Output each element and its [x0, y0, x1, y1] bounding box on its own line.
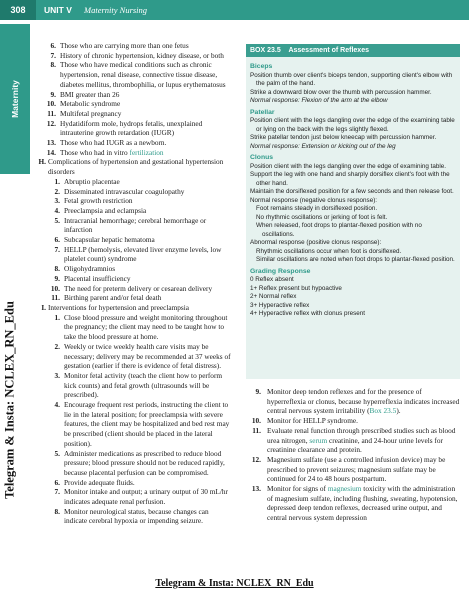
box-section-heading: Clonus	[250, 154, 274, 161]
item-number: 2.	[54, 341, 60, 351]
item-text	[60, 60, 232, 89]
item-text	[60, 119, 232, 138]
item-text-main: Encourage frequent rest periods, instructing the client to lie in the lateral position; for preeclampsia with severe features, the client may be hospitalized and bed rest may be prescribed (client should be placed in the lateral position).	[64, 400, 230, 448]
box-line: Normal response (negative clonus response):	[250, 196, 378, 204]
item-text	[48, 303, 232, 313]
item-text	[64, 400, 232, 449]
item-text	[60, 109, 232, 119]
item-text	[60, 148, 232, 158]
item-number: 1.	[54, 176, 60, 186]
item-text-main: Provide adequate fluids.	[64, 477, 135, 487]
list-item	[36, 60, 232, 89]
item-text-main: Disseminated intravascular coagulopathy	[64, 186, 185, 196]
box-body	[246, 57, 460, 319]
box-line: Strike patellar tendon just below kneecap with percussion hammer.	[250, 134, 437, 141]
item-text	[64, 449, 232, 478]
box-line: Strike a downward blow over the thumb with percussion hammer.	[250, 88, 432, 96]
list-item	[36, 41, 232, 51]
item-text-main: Metabolic syndrome	[60, 99, 121, 109]
unit-label: UNIT V	[44, 5, 72, 15]
item-text-main: Weekly or twice weekly health care visits may be necessary; delivery may be recommended at 37 weeks of gestation (earlier if there is evidence of fetal distress).	[64, 341, 231, 371]
highlighted-term: serum	[309, 435, 328, 445]
list-item	[36, 507, 232, 526]
item-text-main: Complications of hypertension and gestational hypertension disorders	[48, 157, 224, 177]
box-line: Maintain the dorsiflexed position for a few seconds and then release foot.	[250, 188, 454, 195]
list-item	[36, 478, 232, 488]
box-line: 1+ Reflex present but hypoactive	[250, 284, 342, 292]
item-text	[267, 387, 461, 416]
item-number: 5.	[54, 448, 60, 458]
list-item	[36, 235, 232, 245]
item-number: H.	[38, 157, 46, 167]
item-text-main: Interventions for hypertension and preeclampsia	[48, 302, 190, 312]
box-line: When released, foot drops to plantar-flexed position with no oscillations.	[256, 222, 422, 238]
box-line: Position client with the legs dangling over the edge of examining table.	[250, 162, 447, 170]
item-text-main: Those who had IUGR as a newborn.	[60, 138, 167, 148]
item-text	[60, 41, 232, 51]
list-item	[36, 187, 232, 197]
box-line: Support the leg with one hand and sharply dorsiflex client's foot with the other hand.	[250, 171, 450, 187]
reflex-assessment-box	[246, 44, 460, 379]
list-item	[36, 90, 232, 100]
item-text-tail: ).	[396, 406, 401, 416]
item-number: 8.	[54, 264, 60, 274]
box-line: Foot remains steady in dorsiflexed position.	[256, 205, 378, 212]
item-number: 10.	[50, 283, 60, 293]
list-item	[245, 416, 461, 426]
list-item	[36, 313, 232, 342]
item-number: 6.	[54, 235, 60, 245]
item-text	[64, 274, 232, 284]
item-number: 11.	[252, 425, 261, 435]
box-section-heading: Grading Response	[250, 267, 311, 275]
item-number: 9.	[50, 89, 56, 99]
item-number: 13.	[251, 484, 261, 494]
box-line: Normal response: Flexion of the arm at the elbow	[250, 97, 388, 104]
item-text-main: Magnesium sulfate (use a controlled infusion device) may be prescribed to prevent seizures; magnesium sulfate may be continued for 24 to 48 hours postpartum.	[267, 454, 446, 484]
box-line: No rhythmic oscillations or jerking of foot is felt.	[256, 213, 388, 221]
box-line: 2+ Normal reflex	[250, 293, 297, 300]
box-line: Normal response: Extension or kicking out of the leg	[250, 142, 396, 150]
item-number: 10.	[251, 416, 261, 426]
page-number: 308	[0, 0, 36, 20]
item-text	[60, 138, 232, 148]
item-text	[64, 507, 232, 526]
page-header	[0, 0, 469, 20]
box-line: 3+ Hyperactive reflex	[250, 301, 310, 309]
list-item	[36, 487, 232, 506]
list-item	[36, 400, 232, 449]
list-item	[36, 371, 232, 400]
item-text-main: Monitor for HELLP syndrome.	[267, 416, 358, 426]
item-text	[64, 487, 232, 506]
item-text	[64, 264, 232, 274]
item-number: I.	[41, 302, 46, 312]
item-number: 6.	[54, 477, 60, 487]
list-item	[36, 51, 232, 61]
box-section-heading: Patellar	[250, 108, 275, 116]
item-number: 7.	[54, 244, 60, 254]
item-text-main: Oligohydramnios	[64, 264, 116, 274]
item-number: 9.	[255, 387, 261, 396]
item-text-main: Fetal growth restriction	[64, 196, 133, 206]
list-item	[36, 119, 232, 138]
list-item	[36, 99, 232, 109]
list-item	[36, 157, 232, 176]
item-text-main: Multifetal pregnancy	[60, 108, 122, 118]
item-text	[64, 478, 232, 488]
item-text	[64, 177, 232, 187]
item-number: 8.	[54, 506, 60, 516]
list-item	[36, 293, 232, 303]
item-number: 7.	[50, 50, 56, 60]
item-text	[64, 371, 232, 400]
item-number: 10.	[46, 99, 56, 109]
item-text-main: Close blood pressure and weight monitoring throughout the pregnancy; the client may need to be taught how to take the blood pressure at home.	[64, 312, 228, 342]
item-text-main: Those who have medical conditions such as chronic hypertension, renal disease, connective tissue disease, diabetes mellitus, thrombophilia, or lupus erythematosus	[60, 60, 226, 89]
item-text	[64, 245, 232, 264]
item-text-main: Birthing parent and/or fetal death	[64, 293, 162, 303]
item-text-main: Placental insufficiency	[64, 273, 131, 283]
item-text	[60, 99, 232, 109]
item-text-main: Evaluate renal function through prescribed studies such as blood urea nitrogen,	[267, 425, 456, 445]
side-watermark: Telegram & Insta: NCLEX_RN_Edu	[2, 301, 17, 499]
item-text-main: Monitor fetal activity (teach the client how to perform kick counts) and fetal growth (ultrasounds will be prescribed).	[64, 370, 223, 400]
section-side-tab	[0, 24, 30, 174]
bottom-watermark: Telegram & Insta: NCLEX_RN_Edu	[155, 578, 314, 589]
item-text-main: Preeclampsia and eclampsia	[64, 205, 147, 215]
item-number: 12.	[46, 118, 56, 128]
item-number: 11.	[47, 108, 56, 118]
item-text	[64, 187, 232, 197]
box-line: Similar oscillations are noted when foot drops to plantar-flexed position.	[256, 256, 455, 263]
box-line: Position thumb over client's biceps tendon, supporting client's elbow with the palm of the hand.	[250, 71, 453, 87]
box-line: 4+ Hyperactive reflex with clonus present	[250, 310, 365, 317]
item-text-main: Those who are carrying more than one fetus	[60, 41, 189, 50]
item-text-tail: toxicity with the administration of magnesium sulfate, including flushing, sweating, hypotension, depressed deep tendon reflexes, decreased urine output, and central nervous system depression	[267, 484, 458, 523]
box-title: Assessment of Reflexes	[288, 47, 369, 54]
item-text	[267, 416, 461, 426]
box-line: Abnormal response (positive clonus response):	[250, 239, 382, 246]
item-text	[267, 455, 461, 484]
box-line: Rhythmic oscillations occur when foot is dorsiflexed.	[256, 247, 402, 255]
item-text	[60, 90, 232, 100]
item-number: 4.	[54, 205, 60, 215]
item-text	[64, 284, 232, 294]
item-text	[267, 426, 461, 455]
left-column	[36, 41, 232, 526]
item-number: 4.	[54, 400, 60, 410]
item-text-main: History of chronic hypertension, kidney disease, or both	[60, 50, 224, 60]
box-line: Position client with the legs dangling over the edge of the examining table or lying on the back with the legs slightly flexed.	[250, 117, 455, 133]
item-text-main: Monitor intake and output; a urinary output of 30 mL/hr indicates adequate renal perfusion.	[64, 487, 228, 507]
list-item	[36, 196, 232, 206]
list-item	[245, 455, 461, 484]
list-item	[36, 148, 232, 158]
item-number: 3.	[54, 196, 60, 206]
item-text-main: Abruptio placentae	[64, 176, 120, 186]
list-item	[36, 342, 232, 371]
item-text	[64, 216, 232, 235]
item-number: 8.	[50, 60, 56, 70]
item-text-main: Intracranial hemorrhage; cerebral hemorrhage or infarction	[64, 215, 207, 235]
right-column	[245, 387, 461, 523]
item-number: 3.	[54, 370, 60, 380]
list-item	[36, 449, 232, 478]
box-header	[246, 44, 460, 57]
box-number: BOX 23.5	[250, 47, 281, 54]
item-text	[64, 293, 232, 303]
highlighted-term: Box 23.5	[369, 406, 397, 416]
list-item	[36, 284, 232, 294]
item-text-main: Monitor for signs of	[267, 484, 328, 494]
item-text-main: Those who had in vitro	[60, 147, 130, 157]
item-text-main: The need for preterm delivery or cesarean delivery	[64, 283, 213, 293]
item-text	[64, 206, 232, 216]
item-text	[267, 484, 461, 523]
item-text-main: HELLP (hemolysis, elevated liver enzyme levels, low platelet count) syndrome	[64, 244, 222, 264]
list-item	[36, 216, 232, 235]
list-item	[245, 426, 461, 455]
item-number: 1.	[54, 312, 60, 322]
list-item	[36, 303, 232, 313]
item-text-main: Monitor deep tendon reflexes and for the presence of hyperreflexia or clonus, because hyperreflexia indicates increased central nervous system irritability (	[267, 387, 460, 416]
list-item	[36, 206, 232, 216]
list-item	[245, 484, 461, 523]
item-number: 13.	[46, 138, 56, 148]
item-number: 5.	[54, 215, 60, 225]
item-number: 6.	[50, 41, 56, 50]
list-item	[36, 274, 232, 284]
item-number: 11.	[51, 293, 60, 303]
side-tab-label: Maternity	[10, 80, 20, 118]
item-number: 2.	[54, 186, 60, 196]
item-text-main: Monitor neurological status, because changes can indicate cerebral hypoxia or impending seizure.	[64, 506, 209, 526]
item-text-main: BMI greater than 26	[60, 89, 120, 99]
item-number: 12.	[251, 454, 261, 464]
item-text-main: Hydatidiform mole, hydrops fetalis, unexplained intrauterine growth retardation (IUGR)	[60, 118, 203, 138]
item-number: 7.	[54, 487, 60, 497]
list-item	[36, 264, 232, 274]
item-text	[64, 196, 232, 206]
box-line: 0 Reflex absent	[250, 276, 294, 283]
list-item	[36, 245, 232, 264]
highlighted-term: magnesium	[327, 484, 362, 494]
item-text-tail: creatinine, and 24-hour urine levels for creatinine clearance and protein.	[267, 435, 443, 455]
item-text	[64, 342, 232, 371]
list-item	[245, 387, 461, 416]
item-number: 9.	[54, 273, 60, 283]
item-text	[64, 313, 232, 342]
list-item	[36, 109, 232, 119]
highlighted-term: fertilization	[129, 147, 164, 157]
item-text-main: Administer medications as prescribed to reduce blood pressure; blood pressure should not be reduced rapidly, because placental perfusion can be compromised.	[64, 448, 225, 477]
box-section-heading: Biceps	[250, 63, 273, 70]
list-item	[36, 138, 232, 148]
item-text-main: Subcapsular hepatic hematoma	[64, 235, 155, 245]
item-text	[48, 157, 232, 176]
list-item	[36, 177, 232, 187]
header-title: Maternity Nursing	[84, 5, 148, 15]
item-text	[64, 235, 232, 245]
item-number: 14.	[46, 147, 56, 157]
item-text	[60, 51, 232, 61]
